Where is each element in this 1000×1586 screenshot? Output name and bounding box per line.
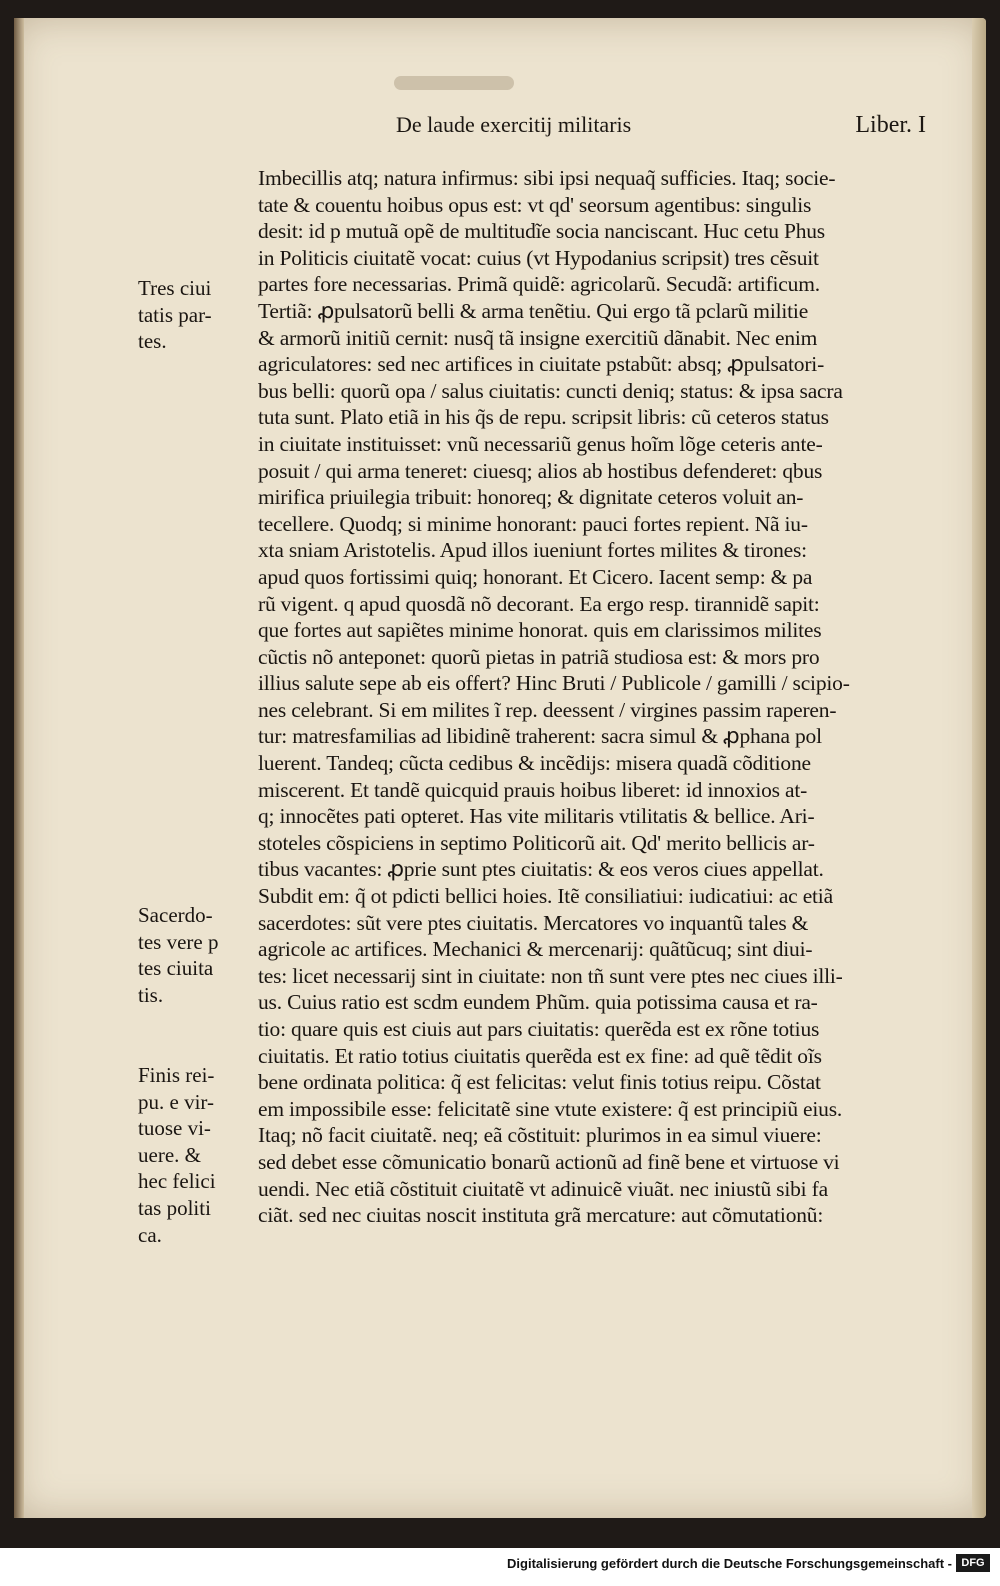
margin-gloss-line: hec felici — [138, 1169, 216, 1194]
text-line: stoteles cõspiciens in septimo Politicorũ ait. Qd' merito bellicis ar- — [258, 830, 815, 855]
text-line: nes celebrant. Si em milites ĩ rep. deessent / virgines passim raperen- — [258, 697, 837, 722]
text-line: tecellere. Quodq; si minime honorant: pauci fortes repient. Nã iu- — [258, 511, 808, 536]
text-line: Tertiã: ꝓpulsatorũ belli & arma tenẽtiu. Qui ergo tã pclarũ militie — [258, 298, 809, 323]
text-line: desit: id p mutuã opẽ de multitudĩe socia nanciscant. Huc cetu Phus — [258, 219, 825, 244]
margin-gloss-line: Tres ciui — [138, 276, 212, 300]
margin-gloss-line: uere. & — [138, 1142, 201, 1167]
margin-gloss — [138, 1062, 246, 1248]
text-line: tes: licet necessarij sint in ciuitate: non tñ sunt vere ptes nec ciues illi- — [258, 963, 843, 988]
dfg-logo: DFG — [956, 1554, 990, 1572]
text-line: ciuitatis. Et ratio totius ciuitatis querẽda est ex fine: ad quẽ tẽdit oĩs — [258, 1043, 822, 1068]
ink-stain — [394, 76, 514, 90]
text-line: em impossibile esse: felicitatẽ sine vtute existere: q̃ est principiũ eius. — [258, 1096, 843, 1121]
text-line: tuta sunt. Plato etiã in his q̃s de repu. scripsit libris: cũ ceteros status — [258, 405, 829, 430]
text-line: in ciuitate instituisset: vnũ necessariũ genus hoĩm lõge ceteris ante- — [258, 431, 823, 456]
text-line: uendi. Nec etiã cõstituit ciuitatẽ vt adinuicẽ viuãt. nec iniustũ sibi fa — [258, 1176, 828, 1201]
text-line: cũctis nõ anteponet: quorũ pietas in patriã studiosa est: & mors pro — [258, 644, 820, 669]
text-line: tio: quare quis est ciuis aut pars ciuitatis: querẽda est ex rõne totius — [258, 1017, 820, 1041]
text-line: in Politicis ciuitatẽ vocat: cuius (vt Hypodanius scripsit) tres cẽsuit — [258, 245, 819, 270]
text-line: posuit / qui arma teneret: ciuesq; alios ab hostibus defenderet: qbus — [258, 458, 823, 483]
margin-gloss-line: ca. — [138, 1222, 162, 1247]
text-line: Imbecillis atq; natura infirmus: sibi ipsi nequaq̃ sufficies. Itaq; socie- — [258, 166, 836, 190]
margin-gloss-line: tes. — [138, 329, 167, 354]
page-binding-shadow — [14, 18, 24, 1518]
margin-gloss-line: tatis par- — [138, 302, 212, 327]
text-line: q; innocẽtes pati opteret. Has vite militaris vtilitatis & bellice. Ari- — [258, 804, 815, 829]
footer-credit: Digitalisierung gefördert durch die Deutsche Forschungsgemeinschaft - — [507, 1556, 952, 1571]
margin-gloss-line: tes vere p — [138, 929, 219, 954]
text-line: apud quos fortissimi quiq; honorant. Et Cicero. Iacent semp: & pa — [258, 564, 813, 589]
running-head — [396, 112, 926, 146]
margin-gloss-line: Sacerdo- — [138, 903, 213, 927]
text-line: bus belli: quorũ opa / salus ciuitatis: cuncti deniq; status: & ipsa sacra — [258, 378, 843, 403]
text-line: tate & couentu hoibus opus est: vt qd' seorsum agentibus: singulis — [258, 192, 812, 217]
text-line: miscerent. Et tandẽ quicquid prauis hoibus liberet: id innoxios at- — [258, 777, 808, 802]
text-line: que fortes aut sapiẽtes minime honorat. quis em clarissimos milites — [258, 618, 822, 643]
body-text — [258, 165, 928, 1229]
digitization-footer — [0, 1548, 1000, 1586]
text-line: agricole ac artifices. Mechanici & mercenarij: quãtũcuq; sint diui- — [258, 937, 813, 962]
text-line: rũ vigent. q apud quosdã nõ decorant. Ea ergo resp. tirannidẽ sapit: — [258, 591, 820, 616]
margin-gloss-line: tes ciuita — [138, 956, 214, 981]
margin-gloss-line: Finis rei- — [138, 1063, 215, 1087]
text-line: luerent. Tandeq; cũcta cedibus & incẽdijs: misera quadã cõditione — [258, 751, 811, 776]
margin-gloss — [138, 275, 246, 355]
margin-gloss-line: pu. e vir- — [138, 1089, 214, 1114]
text-line: tibus vacantes: ꝓprie sunt ptes ciuitatis: & eos veros ciues appellat. — [258, 857, 824, 882]
margin-gloss-line: tis. — [138, 982, 164, 1007]
text-line: us. Cuius ratio est scdm eundem Phũm. quia potissima causa et ra- — [258, 990, 818, 1015]
text-line: sed debet esse cõmunicatio bonarũ actionũ ad finẽ bene et virtuose vi — [258, 1149, 840, 1174]
text-line: tur: matresfamilias ad libidinẽ traherent: sacra simul & ꝓphana pol — [258, 724, 822, 749]
text-line: partes fore necessarias. Primã quidẽ: agricolarũ. Secudã: artificum. — [258, 272, 820, 297]
text-line: Subdit em: q̃ ot pdicti bellici hoies. Itẽ consiliatiui: iudicatiui: ac etiã — [258, 884, 833, 909]
margin-gloss — [138, 902, 246, 1008]
page-edge — [972, 18, 986, 1518]
text-line: bene ordinata politica: q̃ est felicitas: velut finis totius reipu. Cõstat — [258, 1070, 821, 1095]
text-line: agriculatores: sed nec artifices in ciuitate pstabũt: absq; ꝓpulsatori- — [258, 352, 825, 377]
text-line: Itaq; nõ facit ciuitatẽ. neq; eã cõstituit: plurimos in ea simul viuere: — [258, 1123, 822, 1148]
text-line: mirifica priuilegia tribuit: honoreq; & dignitate ceteros voluit an- — [258, 485, 804, 510]
text-line: ciãt. sed nec ciuitas noscit instituta grã mercature: aut cõmutationũ: — [258, 1203, 824, 1228]
text-line: sacerdotes: sũt vere ptes ciuitatis. Mercatores vo inquantũ tales & — [258, 910, 809, 935]
running-head-title: De laude exercitij militaris — [396, 112, 632, 137]
text-line: illius salute sepe ab eis offert? Hinc Bruti / Publicole / gamilli / scipio- — [258, 671, 850, 696]
margin-gloss-line: tas politi — [138, 1195, 211, 1220]
text-line: xta sniam Aristotelis. Apud illos iueniunt fortes milites & tirones: — [258, 538, 807, 563]
text-line: & armorũ initiũ cernit: nusq̃ tã insigne exercitiũ dãnabit. Nec enim — [258, 325, 818, 350]
margin-gloss-line: tuose vi- — [138, 1116, 211, 1141]
running-head-book: Liber. I — [855, 112, 926, 138]
